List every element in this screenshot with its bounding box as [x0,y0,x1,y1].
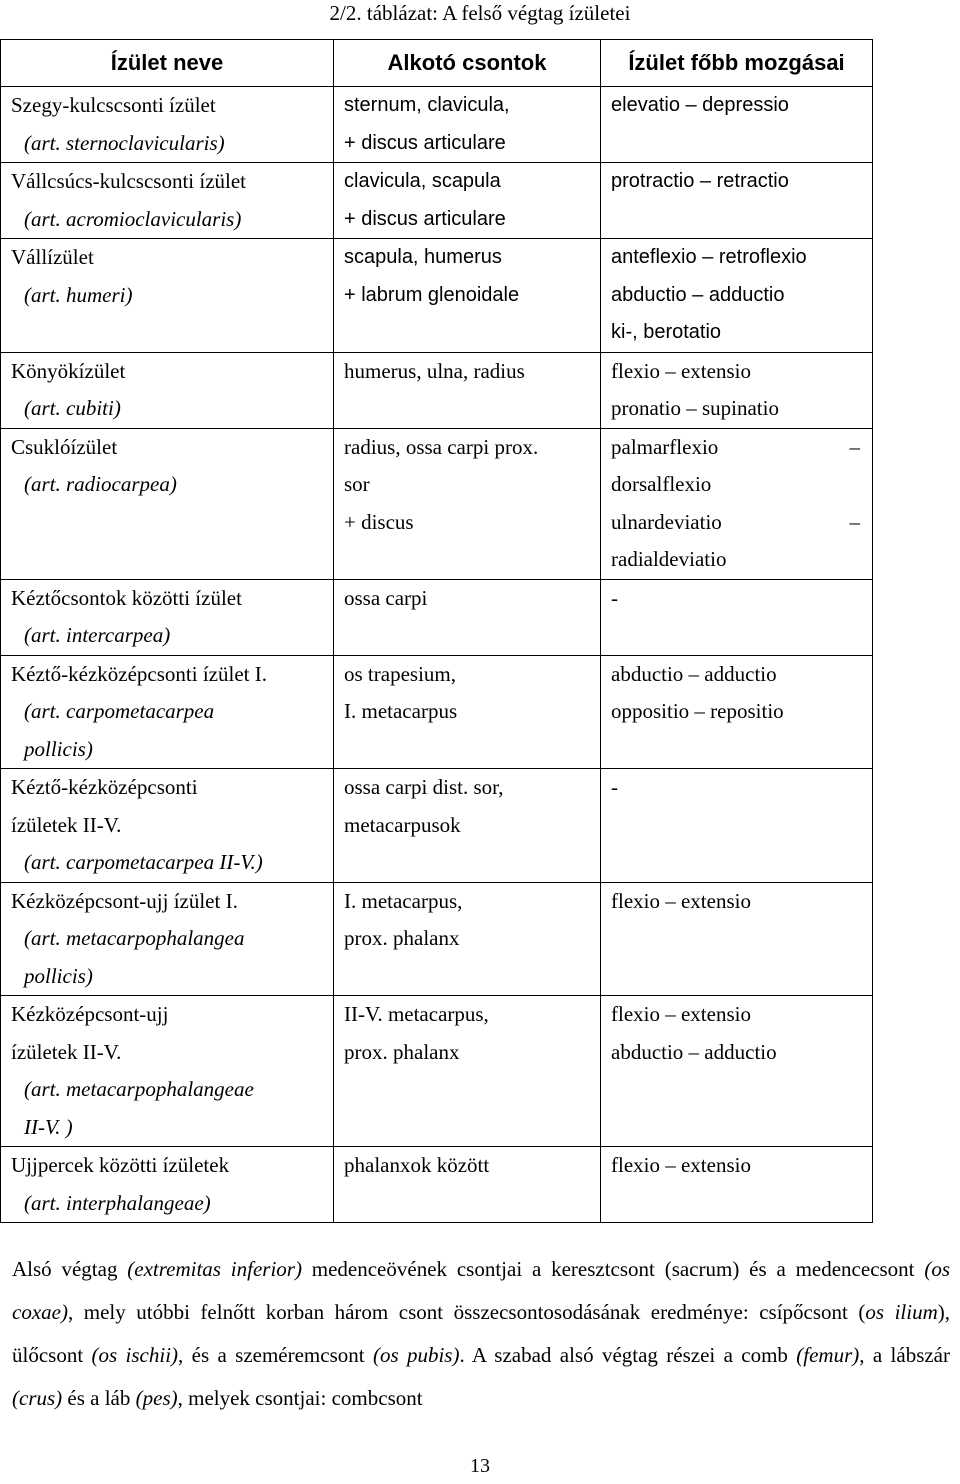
movements-cell-line: - [611,585,618,610]
bones-cell [334,769,601,883]
joint-name-cell-line: (art. cubiti) [24,396,121,420]
joint-name-cell-line: (art. metacarpophalangeae [24,1077,254,1101]
table-row [1,579,873,655]
bones-cell-line: sor [344,472,370,496]
movements-cell [601,352,873,428]
joint-name-cell-line: Szegy-kulcscsonti ízület [11,93,216,117]
movements-cell-line: abductio – adductio [611,283,785,306]
table-header-row [1,40,873,87]
bones-cell [334,1147,601,1223]
movements-cell [601,655,873,769]
table-row [1,87,873,163]
table-row [1,996,873,1147]
movements-cell-line: ki-, berotatio [611,321,722,343]
bones-cell [334,352,601,428]
bones-cell-line: I. metacarpus, [344,888,463,913]
movements-cell [601,579,873,655]
joint-name-cell [1,428,334,579]
joint-name-cell [1,655,334,769]
movements-cell [601,428,873,579]
bones-cell [334,655,601,769]
bones-cell-line: metacarpusok [344,812,461,837]
table-row [1,352,873,428]
movements-cell-line: dorsalflexio [611,472,712,496]
movements-cell-line: flexio – extensio [611,358,751,383]
page-number: 13 [470,1455,490,1477]
movements-cell-line: pronatio – supinatio [611,396,779,420]
joint-name-cell-line: pollicis) [24,963,93,988]
bones-cell [334,87,601,163]
movements-cell-line: anteflexio – retroflexio [611,246,807,268]
joint-name-cell-line: Kéztő-kézközépcsonti ízület I. [11,661,267,686]
movements-cell-line: protractio – retractio [611,170,789,192]
movements-cell [601,239,873,353]
bones-cell-line: prox. phalanx [344,926,460,950]
joint-name-cell [1,87,334,163]
joint-name-cell [1,352,334,428]
table-row [1,1147,873,1223]
joint-name-cell-line: Vállcsúcs-kulcscsonti ízület [11,169,247,193]
table-row [1,428,873,579]
joint-name-cell-line: (art. carpometacarpea II-V.) [24,850,263,874]
joint-name-cell [1,882,334,996]
joint-name-cell-line: Kéztő-kézközépcsonti [11,775,198,799]
joint-name-cell-line: (art. humeri) [24,282,133,307]
bones-cell [334,428,601,579]
movements-cell-line: flexio – extensio [611,888,751,913]
joint-name-cell [1,769,334,883]
movements-cell [601,882,873,996]
bones-cell-line: clavicula, scapula [344,170,501,192]
movements-cell [601,1147,873,1223]
bones-cell-line: + discus [344,509,414,534]
table-row [1,163,873,239]
movements-cell-line: palmarflexio – [611,434,860,459]
table-caption: 2/2. táblázat: A felső végtag ízületei [329,1,631,25]
bones-cell [334,163,601,239]
movements-cell-line: radialdeviatio [611,547,727,571]
movements-cell [601,769,873,883]
bones-cell-line: + discus articulare [344,131,506,154]
joint-name-cell-line: (art. sternoclavicularis) [24,130,225,155]
movements-cell-line: elevatio – depressio [611,94,789,116]
joint-name-cell-line: (art. metacarpophalangea [24,926,245,950]
bones-cell-line: phalanxok között [344,1153,490,1177]
body-paragraph: Alsó végtag (extremitas inferior) medenceövének csontjai a keresztcsont (sacrum) és a medencecsont (os coxae), mely utóbbi felnőtt korban három csont összecsontosodásának eredménye: csípőcsont (os ilium), ülőcsont (os ischii), és a szeméremcsont (os pubis). A szabad alsó végtag részei a comb (femur), a lábszár (crus) és a láb (pes), melyek csontjai: combcsont [12,1257,951,1410]
table-row [1,769,873,883]
bones-cell-line: scapula, humerus [344,246,502,268]
bones-cell-line: radius, ossa carpi prox. [344,434,539,459]
bones-cell [334,239,601,353]
table-row [1,655,873,769]
movements-cell-line: - [611,775,618,799]
bones-cell-line: ossa carpi dist. sor, [344,775,504,799]
joint-name-cell-line: Vállízület [11,245,94,269]
joint-name-cell-line: (art. radiocarpea) [24,472,177,496]
bones-cell-line: + discus articulare [344,207,506,230]
joint-name-cell [1,239,334,353]
movements-cell [601,87,873,163]
movements-cell [601,996,873,1147]
joint-name-cell-line: Kézközépcsont-ujj [11,1002,169,1026]
movements-cell [601,163,873,239]
bones-cell [334,579,601,655]
joint-name-cell-line: (art. carpometacarpea [24,699,215,723]
bones-cell-line: II-V. metacarpus, [344,1002,489,1026]
bones-cell-line: + labrum glenoidale [344,283,520,306]
movements-cell-line: flexio – extensio [611,1153,751,1177]
header-joint-name: Ízület neve [1,40,334,87]
joint-name-cell [1,996,334,1147]
joint-name-cell [1,579,334,655]
movements-cell-line: oppositio – repositio [611,699,784,723]
movements-cell-line: abductio – adductio [611,661,777,686]
joint-name-cell-line: Kézközépcsont-ujj ízület I. [11,888,238,913]
joint-name-cell-line: Kéztőcsontok közötti ízület [11,585,242,610]
joint-name-cell-line: pollicis) [24,736,93,761]
bones-cell [334,882,601,996]
bones-cell-line: sternum, clavicula, [344,94,510,116]
bones-cell-line: prox. phalanx [344,1039,460,1064]
joint-name-cell [1,1147,334,1223]
table-row [1,239,873,353]
joint-name-cell-line: Csuklóízület [11,434,118,459]
joint-name-cell [1,163,334,239]
header-bones: Alkotó csontok [334,40,601,87]
joint-name-cell-line: ízületek II-V. [11,1039,122,1064]
joint-name-cell-line: II-V. ) [24,1114,73,1139]
movements-cell-line: ulnardeviatio – [611,509,860,534]
bones-cell-line: I. metacarpus [344,699,458,723]
header-movements: Ízület főbb mozgásai [601,40,873,87]
joint-name-cell-line: ízületek II-V. [11,812,122,837]
joint-name-cell-line: (art. interphalangeae) [24,1190,211,1215]
joint-name-cell-line: Ujjpercek közötti ízületek [11,1153,230,1177]
joint-name-cell-line: (art. intercarpea) [24,623,171,647]
movements-cell-line: flexio – extensio [611,1002,751,1026]
movements-cell-line: abductio – adductio [611,1039,777,1064]
joint-name-cell-line: Könyökízület [11,358,126,383]
table-row [1,882,873,996]
bones-cell-line: os trapesium, [344,661,456,686]
joint-name-cell-line: (art. acromioclavicularis) [24,206,242,231]
joints-table [0,39,873,1223]
bones-cell-line: humerus, ulna, radius [344,358,525,383]
bones-cell [334,996,601,1147]
bones-cell-line: ossa carpi [344,585,428,610]
